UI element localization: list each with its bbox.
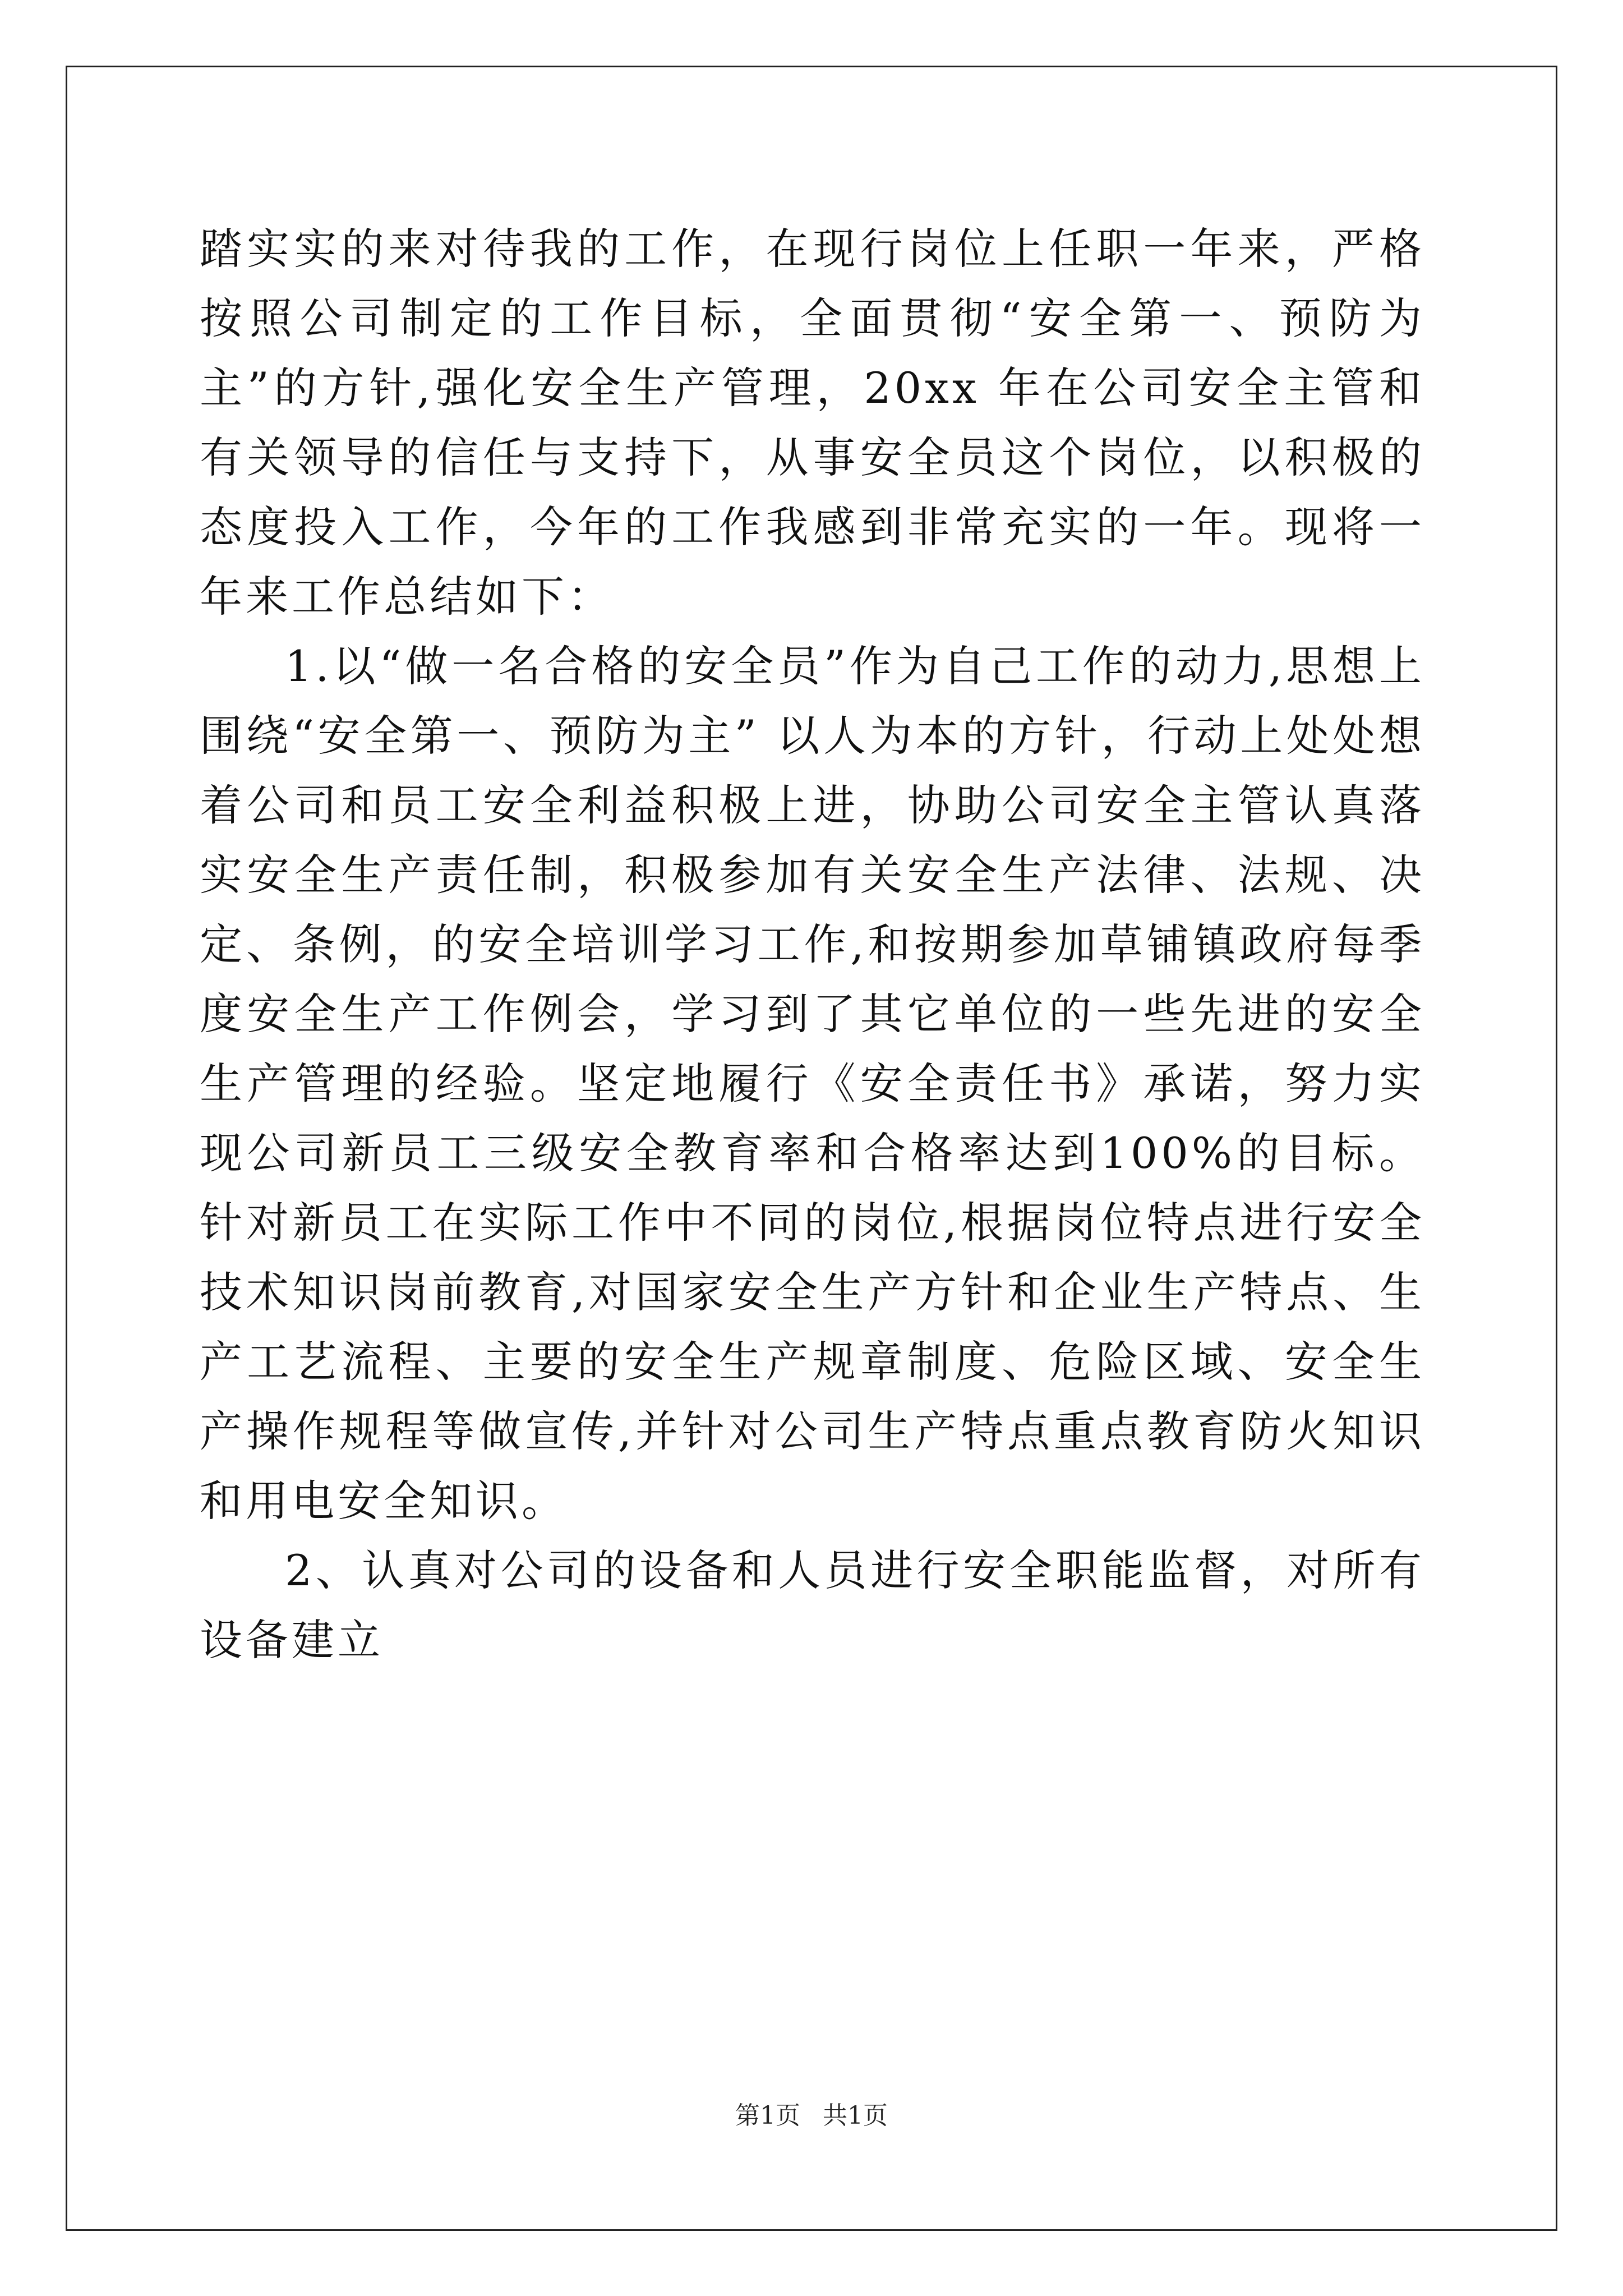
document-body xyxy=(200,214,1425,1675)
paragraph-item-2: 2、认真对公司的设备和人员进行安全职能监督，对所有设备建立 xyxy=(200,1545,1425,1665)
page-footer xyxy=(0,2099,1623,2133)
page-total: 共1页 xyxy=(823,2101,888,2130)
paragraph-continuation: 踏实实的来对待我的工作，在现行岗位上任职一年来，严格按照公司制定的工作目标，全面贯彻“安全第一、预防为主”的方针,强化安全生产管理，20xx 年在公司安全主管和有关领导的信任与支持下，从事安全员这个岗位，以积极的态度投入工作，今年的工作我感到非常充实的一年。现将一年来工作总结如下： xyxy=(200,224,1425,622)
paragraph-item-1: 1.以“做一名合格的安全员”作为自己工作的动力,思想上围绕“安全第一、预防为主” 以人为本的方针，行动上处处想着公司和员工安全利益积极上进，协助公司安全主管认真落实安全生产责任制，积极参加有关安全生产法律、法规、决定、条例，的安全培训学习工作,和按期参加草铺镇政府每季度安全生产工作例会，学习到了其它单位的一些先进的安全生产管理的经验。坚定地履行《安全责任书》承诺，努力实现公司新员工三级安全教育率和合格率达到100%的目标。针对新员工在实际工作中不同的岗位,根据岗位特点进行安全技术知识岗前教育,对国家安全生产方针和企业生产特点、生产工艺流程、主要的安全生产规章制度、危险区域、安全生产操作规程等做宣传,并针对公司生产特点重点教育防火知识和用电安全知识。 xyxy=(200,641,1425,1526)
page-number: 第1页 xyxy=(735,2101,800,2130)
